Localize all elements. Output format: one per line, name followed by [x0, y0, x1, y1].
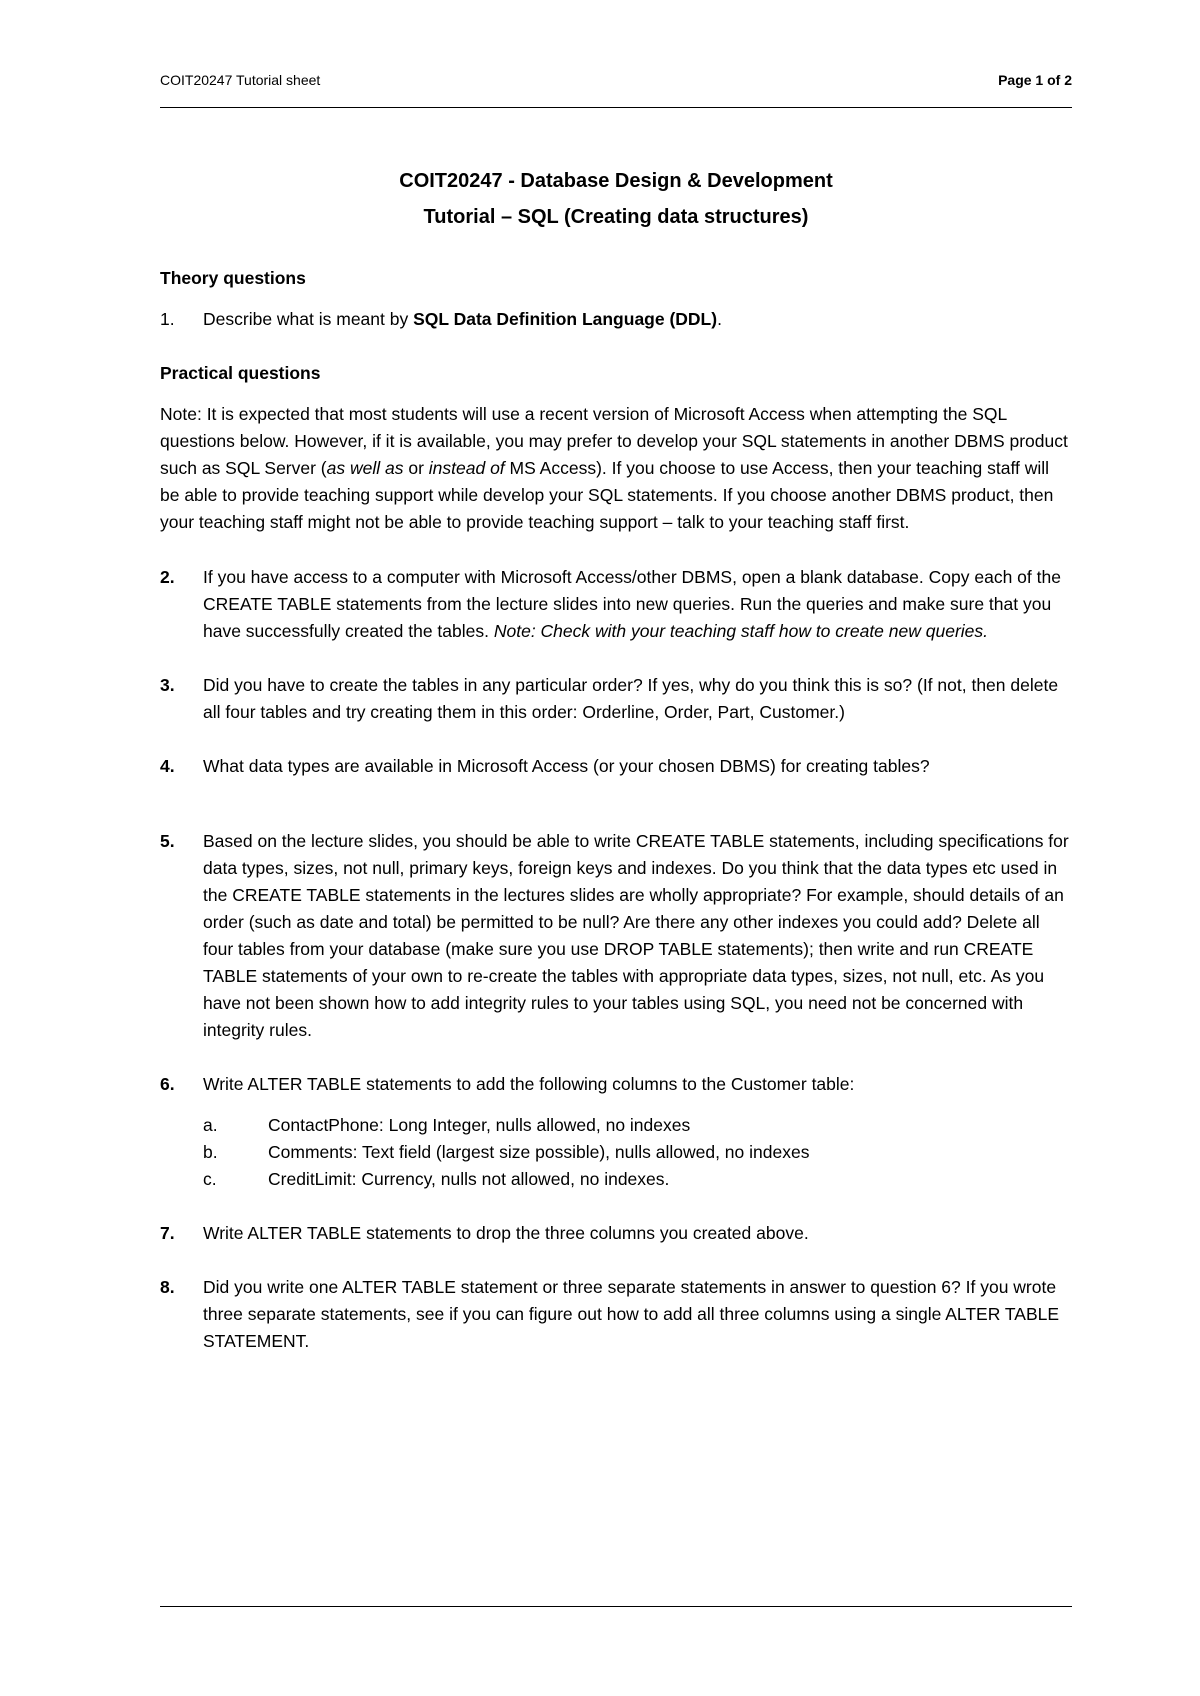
question-text: Write ALTER TABLE statements to drop the three columns you created above.: [203, 1223, 809, 1243]
question-number: 7.: [160, 1223, 175, 1243]
question-3: [160, 672, 1072, 726]
question-2: [160, 564, 1072, 645]
header-rule: [160, 107, 1072, 108]
question-number: 3.: [160, 675, 175, 695]
practical-heading: Practical questions: [160, 363, 321, 383]
question-5: [160, 828, 1072, 1044]
question-text: Based on the lecture slides, you should be able to write CREATE TABLE statements, including specifications for data types, sizes, not null, primary keys, foreign keys and indexes. Do you think that the data types etc used in the CREATE TABLE statements in the lectures slides are wholly appropriate? For example, should details of an order (such as date and total) be permitted to be null? Are there any other indexes you could add? Delete all four tables from your database (make sure you use DROP TABLE statements); then write and run CREATE TABLE statements of your own to re-create the tables with appropriate data types, sizes, not null, etc. As you have not been shown how to add integrity rules to your tables using SQL, you need not be concerned with integrity rules.: [203, 831, 1069, 1040]
question-text: What data types are available in Microsoft Access (or your chosen DBMS) for creating tables?: [203, 756, 930, 776]
question-text: Write ALTER TABLE statements to add the following columns to the Customer table:: [203, 1074, 855, 1094]
subitem: [203, 1166, 1072, 1193]
header-page-number: Page 1 of 2: [998, 72, 1072, 88]
question-number: 8.: [160, 1277, 175, 1297]
question-text-part: Describe what is meant by: [203, 309, 414, 329]
note-italic: instead of: [428, 458, 505, 478]
question-text-bold: SQL Data Definition Language (DDL): [413, 309, 718, 329]
question-number: 4.: [160, 756, 175, 776]
note-italic: as well as: [326, 458, 404, 478]
subitem-text: Comments: Text field (largest size possible), nulls allowed, no indexes: [268, 1142, 810, 1162]
question-6: [160, 1071, 1072, 1098]
question-7: [160, 1220, 1072, 1247]
subitem-letter: b.: [203, 1142, 218, 1162]
question-text: Did you have to create the tables in any particular order? If yes, why do you think this is so? (If not, then delete all four tables and try creating them in this order: Orderline, Order, Part, Customer.): [203, 675, 1059, 722]
subitem-text: ContactPhone: Long Integer, nulls allowed, no indexes: [268, 1115, 691, 1135]
question-text-part: .: [717, 309, 722, 329]
question-text-italic: Note: Check with your teaching staff how to create new queries.: [493, 621, 989, 641]
subitem-letter: c.: [203, 1169, 217, 1189]
question-number: 1.: [160, 309, 175, 329]
note-text: or: [403, 458, 429, 478]
note-text: Note: It is expected that most students will use a recent version of Microsoft Access when attempting the SQL questions below. However, if it is available, you may prefer to develop your SQL statements in another DBMS product such as SQL Server (: [160, 404, 1068, 478]
subitem: [203, 1112, 1072, 1139]
question-text-part: If you have access to a computer with Microsoft Access/other DBMS, open a blank database. Copy each of the CREATE TABLE statements from the lecture slides into new queries. Run the queries and make sure that you have successfully created the tables.: [203, 567, 1061, 641]
subitem-text: CreditLimit: Currency, nulls not allowed, no indexes.: [268, 1169, 670, 1189]
question-text: [203, 564, 1072, 645]
question-text: Did you write one ALTER TABLE statement or three separate statements in answer to question 6? If you wrote three separate statements, see if you can figure out how to add all three columns using a single ALTER TABLE STATEMENT.: [203, 1277, 1060, 1351]
question-number: 6.: [160, 1074, 175, 1094]
question-6-subitems: [203, 1112, 1072, 1193]
question-number: 2.: [160, 567, 175, 587]
document-subtitle: Tutorial – SQL (Creating data structures): [423, 206, 809, 228]
question-1: [160, 306, 1072, 333]
theory-heading: Theory questions: [160, 268, 306, 288]
document-title: COIT20247 - Database Design & Development: [399, 170, 833, 192]
question-8: [160, 1274, 1072, 1355]
question-text: [203, 306, 1072, 333]
subitem: [203, 1139, 1072, 1166]
practical-note: [160, 401, 1072, 536]
header-doc-name: COIT20247 Tutorial sheet: [160, 72, 321, 88]
footer-rule: [160, 1606, 1072, 1607]
question-4: [160, 753, 1072, 780]
document-body: [160, 265, 1072, 1382]
question-number: 5.: [160, 831, 175, 851]
page-header: [160, 72, 1072, 96]
note-text: MS Access). If you choose to use Access, then your teaching staff will be able to provide teaching support while develop your SQL statements. If you choose another DBMS product, then your teaching staff might not be able to provide teaching support – talk to your teaching staff first.: [160, 458, 1054, 532]
subitem-letter: a.: [203, 1115, 218, 1135]
